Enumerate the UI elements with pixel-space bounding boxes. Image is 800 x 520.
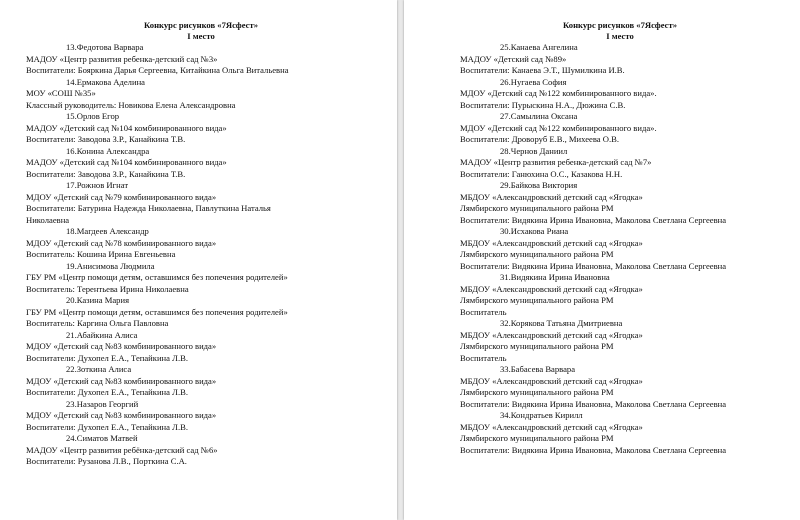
entry-detail-line: МОУ «СОШ №35»: [26, 88, 96, 98]
entry-detail-line: Воспитатель: [460, 306, 507, 317]
entry-detail-line: МАДОУ «Детский сад №89»: [460, 53, 567, 64]
entry-detail-line: Воспитатели: Видякина Ирина Ивановна, Маколова Светлана Сергеевна: [460, 398, 727, 409]
entry-detail-line: Воспитатели: Заводова З.Р., Канайкина Т.В.: [26, 134, 186, 144]
entry-detail-line: Классный руководитель: Новикова Елена Александровна: [26, 99, 236, 110]
entry-name-line: 18.Магдеев Александр: [66, 226, 149, 236]
page-heading: Конкурс рисунков «7Ясфест»: [562, 20, 677, 30]
entry-detail-line: Воспитатели: Духопел Е.А., Тепайкина Л.В.: [26, 352, 188, 363]
entry-detail-line: МДОУ «Детский сад №83 комбинированного вида»: [26, 375, 217, 386]
entry-detail-line: ГБУ РМ «Центр помощи детям, оставшимся без попечения родителей»: [26, 272, 288, 282]
entry-detail-line: Воспитатели: Батурина Надежда Николаевна, Павлуткина Наталья: [26, 203, 271, 213]
entry-detail-line: Воспитатели: Рузанова Л.В., Порткина С.А.: [26, 456, 187, 466]
entry-name-line: 20.Казина Мария: [66, 295, 130, 305]
entry-name-line: 21.Абайкина Алиса: [66, 329, 138, 340]
page-subheading: I место: [606, 31, 634, 41]
entry-detail-line: Воспитатель: Кошина Ирина Евгеньевна: [26, 249, 176, 259]
entry-detail-line: МАДОУ «Детский сад №104 комбинированного вида»: [26, 122, 227, 133]
entry-detail-line: Воспитатель: Терентьева Ирина Николаевна: [26, 283, 189, 294]
page-content: [460, 20, 780, 456]
entry-detail-line: Воспитатели: Пурыскина Н.А., Дюжина С.В.: [460, 99, 626, 110]
entry-name-line: 30.Исхакова Риана: [500, 226, 569, 236]
entry-detail-line: МБДОУ «Александровский детский сад «Ягодка»: [460, 237, 643, 248]
entry-name-line: 24.Симатов Матвей: [66, 433, 138, 443]
text-lines: [26, 42, 376, 468]
entry-detail-line: Воспитатели: Ганюхина О.С., Казакова Н.Н.: [460, 168, 623, 179]
entry-detail-line: МАДОУ «Центр развития ребёнка-детский сад №6»: [26, 444, 218, 455]
page-subheading: I место: [187, 31, 215, 41]
entry-name-line: 17.Рожнов Игнат: [66, 180, 129, 190]
entry-detail-line: МБДОУ «Александровский детский сад «Ягодка»: [460, 329, 643, 340]
entry-detail-line: МБДОУ «Александровский детский сад «Ягодка»: [460, 421, 643, 432]
entry-name-line: 32.Корякова Татьяна Дмитриевна: [500, 318, 623, 328]
entry-name-line: 25.Канаева Ангелина: [500, 42, 578, 52]
entry-detail-line: МДОУ «Детский сад №83 комбинированного вида»: [26, 410, 217, 420]
entry-detail-line: Лямбирского муниципального района РМ: [460, 295, 614, 305]
entry-detail-line: МДОУ «Детский сад №122 комбинированного вида».: [460, 122, 657, 133]
entry-detail-line: Воспитатель: [460, 352, 507, 363]
document-page-right: [404, 0, 800, 520]
entry-detail-line: МАДОУ «Центр развития ребенка-детский сад №3»: [26, 53, 218, 64]
entry-name-line: 26.Нугаева София: [500, 76, 567, 87]
entry-detail-line: ГБУ РМ «Центр помощи детям, оставшимся без попечения родителей»: [26, 306, 288, 317]
entry-detail-line: Воспитатели: Бояркина Дарья Сергеевна, Китайкина Ольга Витальевна: [26, 65, 289, 75]
entry-detail-line: МБДОУ «Александровский детский сад «Ягодка»: [460, 191, 643, 202]
entry-detail-line: МАДОУ «Центр развития ребенка-детский сад №7»: [460, 157, 652, 167]
entry-detail-line: Лямбирского муниципального района РМ: [460, 387, 614, 397]
entry-detail-line: МДОУ «Детский сад №83 комбинированного вида»: [26, 341, 217, 351]
entry-detail-line: Лямбирского муниципального района РМ: [460, 249, 614, 259]
entry-detail-line: Воспитатели: Дроворуб Е.В., Михеева О.В.: [460, 134, 620, 144]
entry-detail-line: Николаевна: [26, 214, 70, 225]
entry-detail-line: Воспитатель: Каргина Ольга Павловна: [26, 318, 169, 328]
entry-detail-line: Лямбирского муниципального района РМ: [460, 341, 614, 351]
entry-name-line: 16.Конина Александра: [66, 145, 150, 156]
page-heading: Конкурс рисунков «7Ясфест»: [143, 20, 258, 30]
entry-detail-line: МДОУ «Детский сад №78 комбинированного вида»: [26, 237, 217, 248]
entry-detail-line: МБДОУ «Александровский детский сад «Ягодка»: [460, 375, 643, 386]
entry-detail-line: Лямбирского муниципального района РМ: [460, 433, 614, 443]
entry-detail-line: МАДОУ «Детский сад №104 комбинированного вида»: [26, 157, 227, 167]
text-lines: [460, 42, 780, 456]
entry-detail-line: Лямбирского муниципального района РМ: [460, 203, 614, 213]
entry-name-line: 23.Назаров Георгий: [66, 398, 139, 409]
entry-name-line: 19.Анисимова Людмила: [66, 260, 155, 271]
entry-name-line: 31.Видякина Ирина Ивановна: [500, 272, 610, 282]
entry-detail-line: МДОУ «Детский сад №122 комбинированного вида».: [460, 88, 657, 98]
entry-detail-line: Воспитатели: Духопел Е.А., Тепайкина Л.В.: [26, 387, 188, 397]
entry-name-line: 15.Орлов Егор: [66, 111, 120, 121]
entry-detail-line: Воспитатели: Канаева Э.Т., Шумилкина И.В.: [460, 65, 625, 75]
entry-detail-line: Воспитатели: Видякина Ирина Ивановна, Маколова Светлана Сергеевна: [460, 260, 727, 271]
entry-name-line: 29.Байкова Виктория: [500, 180, 578, 190]
entry-detail-line: Воспитатели: Видякина Ирина Ивановна, Маколова Светлана Сергеевна: [460, 214, 727, 225]
entry-detail-line: МБДОУ «Александровский детский сад «Ягодка»: [460, 283, 643, 294]
entry-detail-line: Воспитатели: Духопел Е.А., Тепайкина Л.В.: [26, 421, 188, 432]
entry-name-line: 33.Бабасева Варвара: [500, 364, 576, 374]
entry-detail-line: Воспитатели: Заводова З.Р., Канайкина Т.В.: [26, 168, 186, 179]
entry-name-line: 14.Ермакова Аделина: [66, 76, 145, 87]
entry-name-line: 13.Федотова Варвара: [66, 42, 144, 52]
entry-name-line: 34.Кондратьев Кирилл: [500, 410, 583, 420]
page-content: [26, 20, 376, 468]
entry-name-line: 22.Зоткина Алиса: [66, 364, 132, 374]
entry-detail-line: Воспитатели: Видякина Ирина Ивановна, Маколова Светлана Сергеевна: [460, 444, 727, 455]
document-page-left: [0, 0, 397, 520]
entry-detail-line: МДОУ «Детский сад №79 комбинированного вида»: [26, 191, 217, 202]
entry-name-line: 27.Самылина Оксана: [500, 111, 578, 121]
entry-name-line: 28.Чернов Даниил: [500, 145, 568, 156]
